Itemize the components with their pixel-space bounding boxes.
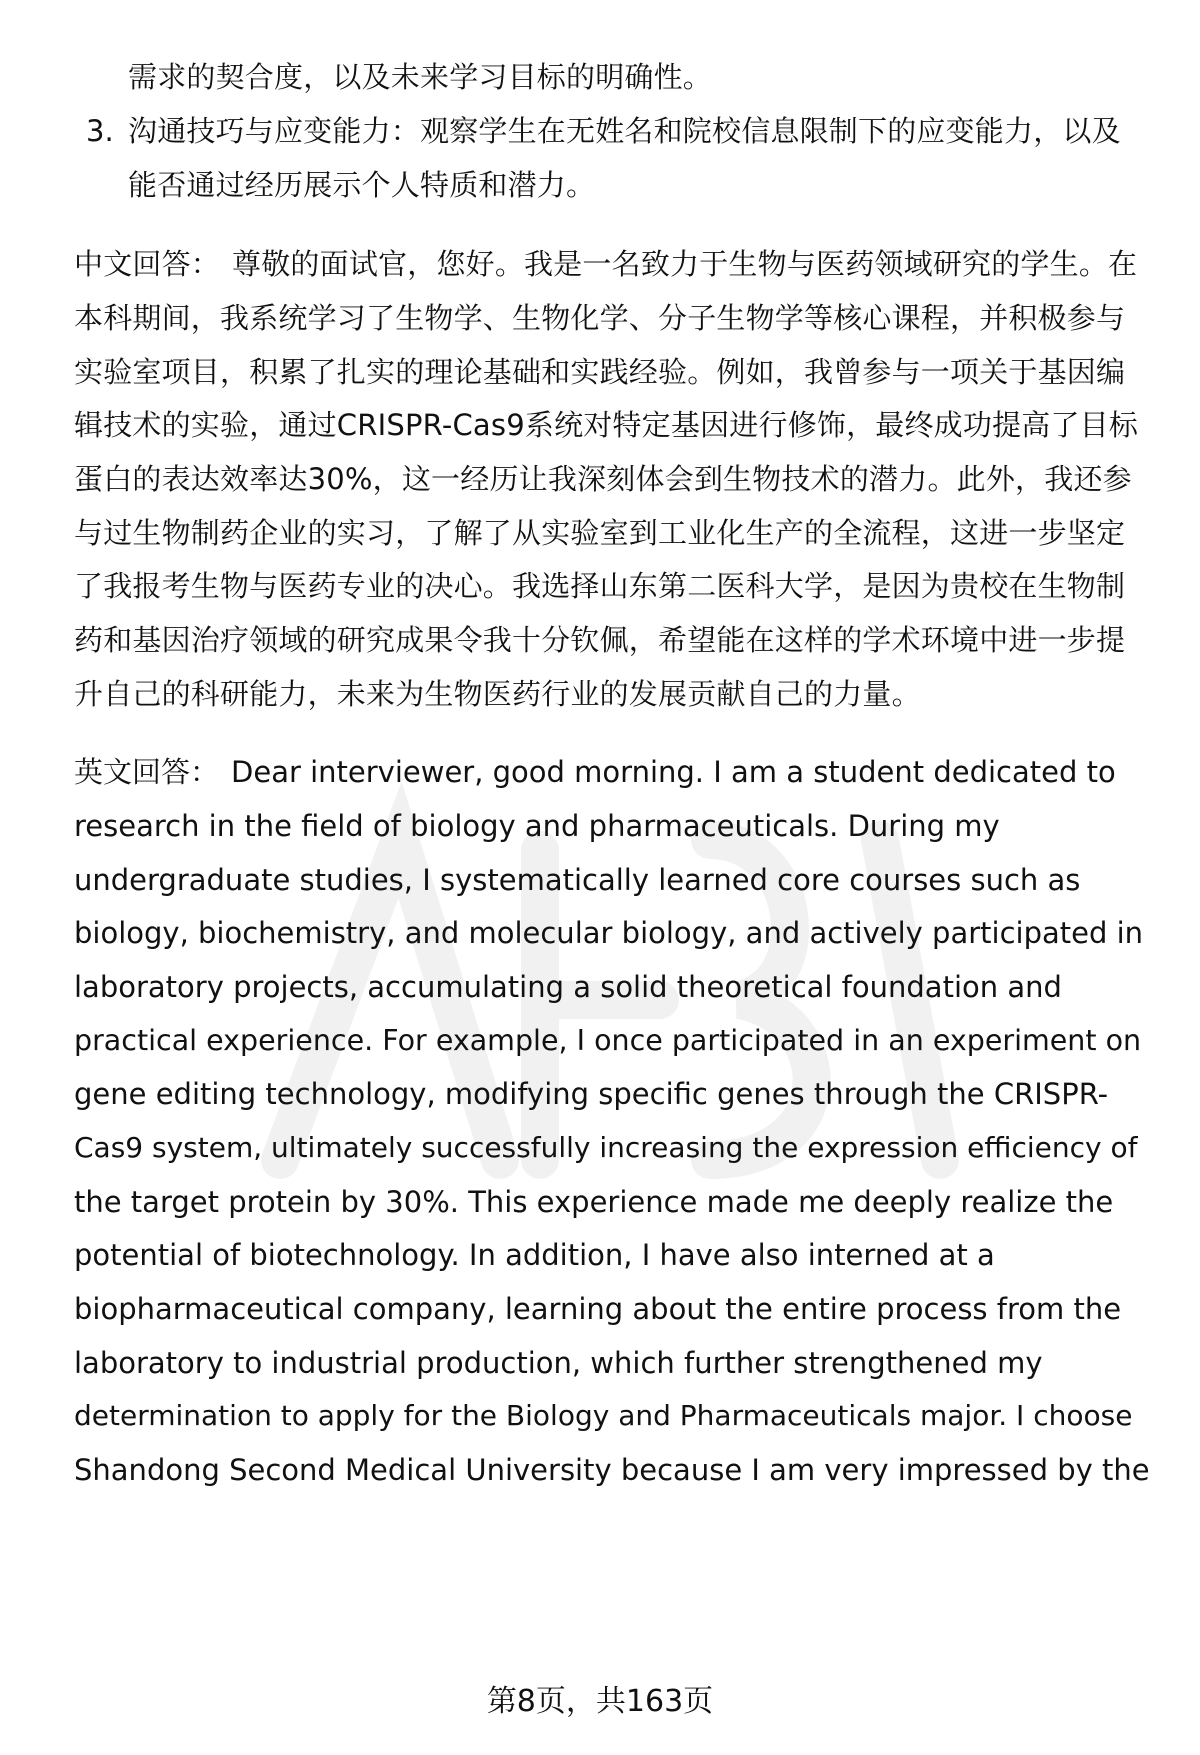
english-answer-line-7: gene editing technology, modifying specific genes through the CRISPR-: [74, 1077, 1109, 1111]
chinese-answer-line-5: 蛋白的表达效率达30%，这一经历让我深刻体会到生物技术的潜力。此外，我还参: [74, 462, 1132, 496]
english-answer-line-13: determination to apply for the Biology and Pharmaceuticals major. I choose: [74, 1399, 1133, 1432]
english-answer-line-14: Shandong Second Medical University because I am very impressed by the: [74, 1453, 1150, 1487]
list-item-3-line-1: 沟通技巧与应变能力：观察学生在无姓名和院校信息限制下的应变能力，以及: [128, 114, 1121, 148]
english-answer-line-12: laboratory to industrial production, which further strengthened my: [74, 1346, 1043, 1380]
list-item-3-number: 3.: [86, 114, 114, 148]
chinese-answer-line-9: 升自己的科研能力，未来为生物医药行业的发展贡献自己的力量。: [74, 677, 921, 711]
list-item-3-line-2: 能否通过经历展示个人特质和潜力。: [128, 168, 596, 202]
english-answer-line-4: biology, biochemistry, and molecular biology, and actively participated in: [74, 916, 1144, 950]
english-answer-line-10: potential of biotechnology. In addition, I have also interned at a: [74, 1238, 995, 1272]
english-answer-line-3: undergraduate studies, I systematically learned core courses such as: [74, 863, 1081, 897]
chinese-answer-line-6: 与过生物制药企业的实习，了解了从实验室到工业化生产的全流程，这进一步坚定: [74, 516, 1126, 550]
chinese-answer-line-2: 本科期间，我系统学习了生物学、生物化学、分子生物学等核心课程，并积极参与: [74, 301, 1126, 335]
english-answer-label: 英文回答：: [74, 755, 220, 789]
chinese-answer-line-1: [74, 244, 1137, 284]
page-number-footer: 第8页，共163页: [486, 1684, 714, 1719]
chinese-answer-text: 尊敬的面试官，您好。我是一名致力于生物与医药领域研究的学生。在: [232, 247, 1138, 281]
english-answer-line-2: research in the field of biology and pharmaceuticals. During my: [74, 809, 1000, 843]
english-answer-line-8: Cas9 system, ultimately successfully increasing the expression efficiency of: [74, 1131, 1138, 1164]
chinese-answer-line-3: 实验室项目，积累了扎实的理论基础和实践经验。例如，我曾参与一项关于基因编: [74, 355, 1126, 389]
english-answer-line-1: [74, 752, 1116, 792]
english-answer-text: Dear interviewer, good morning. I am a student dedicated to: [231, 755, 1116, 789]
chinese-answer-line-8: 药和基因治疗领域的研究成果令我十分钦佩，希望能在这样的学术环境中进一步提: [74, 623, 1126, 657]
chinese-answer-label: 中文回答：: [74, 247, 221, 281]
english-answer-line-9: the target protein by 30%. This experience made me deeply realize the: [74, 1185, 1114, 1219]
english-answer-line-11: biopharmaceutical company, learning about the entire process from the: [74, 1292, 1122, 1326]
chinese-answer-line-7: 了我报考生物与医药专业的决心。我选择山东第二医科大学，是因为贵校在生物制: [74, 569, 1126, 603]
chinese-answer-line-4: 辑技术的实验，通过CRISPR-Cas9系统对特定基因进行修饰，最终成功提高了目标: [74, 408, 1139, 442]
english-answer-line-6: practical experience. For example, I once participated in an experiment on: [74, 1024, 1142, 1057]
list-item-2-continuation: 需求的契合度，以及未来学习目标的明确性。: [128, 60, 713, 94]
english-answer-line-5: laboratory projects, accumulating a solid theoretical foundation and: [74, 970, 1062, 1004]
